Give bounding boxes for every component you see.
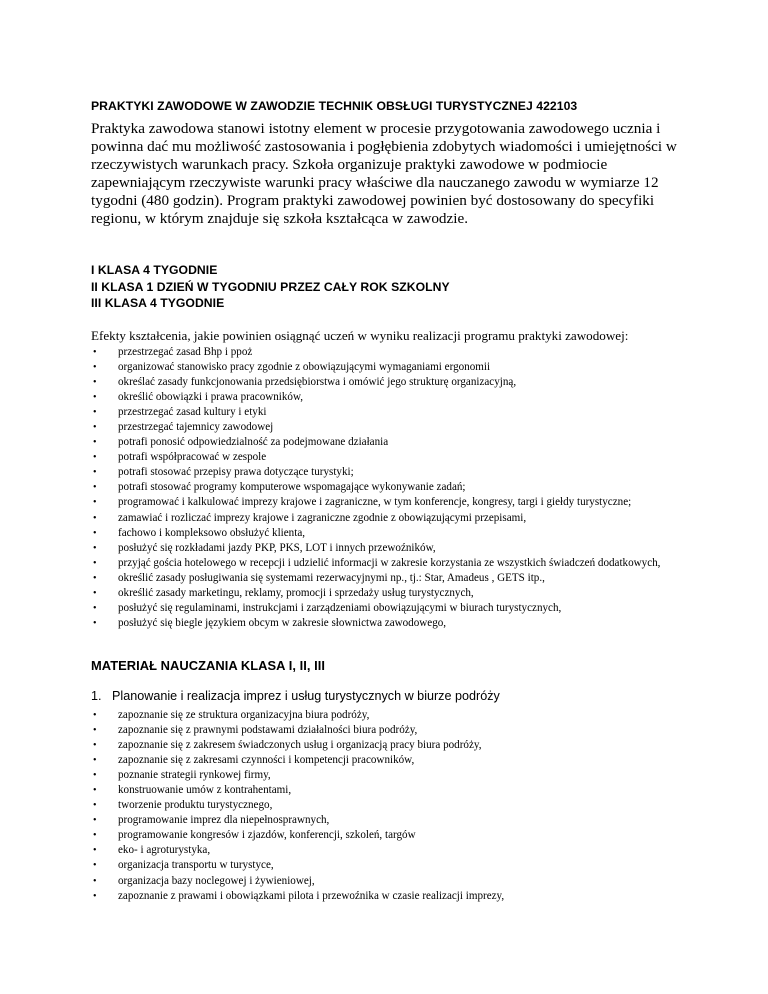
bullet-icon: • bbox=[93, 407, 97, 419]
bullet-icon: • bbox=[93, 800, 97, 812]
list-item: • organizacja transportu w turystyce, bbox=[118, 858, 678, 873]
intro-paragraph: Praktyka zawodowa stanowi istotny element w procesie przygotowania zawodowego ucznia i powinna dać mu możliwość zastosowania i pogłębienia zdobytych wiadomości i umiejętności w rzeczywistych warunkach pracy. Szkoła organizuje praktyki zawodowe w podmiocie zapewniającym rzeczywiste warunki pracy właściwe dla nauczanego zawodu w wymiarze 12 tygodni (480 godzin). Program praktyki zawodowej powinien być dostosowany do specyfiki regionu, w którym znajduje się szkoła kształcąca w zawodzie. bbox=[91, 120, 677, 228]
subsection-number: 1. bbox=[91, 689, 102, 703]
bullet-icon: • bbox=[93, 785, 97, 797]
list-item: • posłużyć się regulaminami, instrukcjami i zarządzeniami obowiązującymi w biurach turystycznych, bbox=[118, 601, 678, 616]
list-item: • posłużyć się rozkładami jazdy PKP, PKS, LOT i innych przewoźników, bbox=[118, 541, 678, 556]
section-heading: MATERIAŁ NAUCZANIA KLASA I, II, III bbox=[91, 658, 326, 673]
bullet-icon: • bbox=[93, 740, 97, 752]
subsection-heading bbox=[91, 689, 500, 703]
list-item: • zapoznanie się z zakresami czynności i kompetencji pracowników, bbox=[118, 753, 678, 768]
list-item: • przyjąć gościa hotelowego w recepcji i udzielić informacji w zakresie korzystania ze wszystkich świadczeń dodatkowych, bbox=[118, 556, 678, 571]
subsection-list bbox=[93, 708, 678, 904]
bullet-icon: • bbox=[93, 572, 97, 584]
bullet-icon: • bbox=[93, 890, 97, 902]
bullet-icon: • bbox=[93, 617, 97, 629]
bullet-icon: • bbox=[93, 770, 97, 782]
bullet-icon: • bbox=[93, 755, 97, 767]
subsection-title: Planowanie i realizacja imprez i usług turystycznych w biurze podróży bbox=[112, 689, 500, 703]
bullet-icon: • bbox=[93, 845, 97, 857]
bullet-icon: • bbox=[93, 362, 97, 374]
list-item: • konstruowanie umów z kontrahentami, bbox=[118, 783, 678, 798]
bullet-icon: • bbox=[93, 512, 97, 524]
list-item: • określić zasady posługiwania się systemami rezerwacyjnymi np., tj.: Star, Amadeus , GETS itp., bbox=[118, 571, 678, 586]
class-schedule bbox=[91, 262, 450, 312]
list-item: • fachowo i kompleksowo obsłużyć klienta, bbox=[118, 526, 678, 541]
bullet-icon: • bbox=[93, 467, 97, 479]
list-item: • potrafi stosować przepisy prawa dotyczące turystyki; bbox=[118, 465, 678, 480]
bullet-icon: • bbox=[93, 482, 97, 494]
list-item: • przestrzegać zasad Bhp i ppoż bbox=[118, 345, 678, 360]
list-item: • programowanie imprez dla niepełnosprawnych, bbox=[118, 813, 678, 828]
bullet-icon: • bbox=[93, 347, 97, 358]
bullet-icon: • bbox=[93, 527, 97, 539]
list-item: • określać zasady funkcjonowania przedsiębiorstwa i omówić jego strukturę organizacyjną, bbox=[118, 375, 678, 390]
list-item: • organizacja bazy noclegowej i żywieniowej, bbox=[118, 874, 678, 889]
list-item: • przestrzegać zasad kultury i etyki bbox=[118, 405, 678, 420]
schedule-line-2: II KLASA 1 DZIEŃ W TYGODNIU PRZEZ CAŁY ROK SZKOLNY bbox=[91, 279, 450, 294]
bullet-icon: • bbox=[93, 587, 97, 599]
list-item: • posłużyć się biegle językiem obcym w zakresie słownictwa zawodowego, bbox=[118, 616, 678, 631]
bullet-icon: • bbox=[93, 830, 97, 842]
schedule-line-1: I KLASA 4 TYGODNIE bbox=[91, 263, 218, 277]
list-item: • określić zasady marketingu, reklamy, promocji i sprzedaży usług turystycznych, bbox=[118, 586, 678, 601]
bullet-icon: • bbox=[93, 452, 97, 464]
bullet-icon: • bbox=[93, 602, 97, 614]
list-item: • zapoznanie się z prawnymi podstawami działalności biura podróży, bbox=[118, 723, 678, 738]
bullet-icon: • bbox=[93, 725, 97, 737]
bullet-icon: • bbox=[93, 815, 97, 827]
list-item: • zamawiać i rozliczać imprezy krajowe i zagraniczne zgodnie z obowiązującymi przepisami, bbox=[118, 511, 678, 526]
bullet-icon: • bbox=[93, 422, 97, 434]
bullet-icon: • bbox=[93, 542, 97, 554]
list-item: • programować i kalkulować imprezy krajowe i zagraniczne, w tym konferencje, kongresy, targi i giełdy turystyczne; bbox=[118, 495, 678, 510]
bullet-icon: • bbox=[93, 392, 97, 404]
list-item: • poznanie strategii rynkowej firmy, bbox=[118, 768, 678, 783]
list-item: • programowanie kongresów i zjazdów, konferencji, szkoleń, targów bbox=[118, 828, 678, 843]
bullet-icon: • bbox=[93, 710, 97, 721]
list-item: • potrafi współpracować w zespole bbox=[118, 450, 678, 465]
list-item: • przestrzegać tajemnicy zawodowej bbox=[118, 420, 678, 435]
bullet-icon: • bbox=[93, 377, 97, 389]
list-item: • zapoznanie się ze struktura organizacyjna biura podróży, bbox=[118, 708, 678, 723]
list-item: • potrafi ponosić odpowiedzialność za podejmowane działania bbox=[118, 435, 678, 450]
bullet-icon: • bbox=[93, 437, 97, 449]
list-item: • eko- i agroturystyka, bbox=[118, 843, 678, 858]
learning-outcomes-list bbox=[93, 345, 678, 631]
page-title: PRAKTYKI ZAWODOWE W ZAWODZIE TECHNIK OBSŁUGI TURYSTYCZNEJ 422103 bbox=[91, 99, 578, 113]
list-item: • potrafi stosować programy komputerowe wspomagające wykonywanie zadań; bbox=[118, 480, 678, 495]
list-item: • zapoznanie się z zakresem świadczonych usług i organizacją pracy biura podróży, bbox=[118, 738, 678, 753]
list-item: • zapoznanie z prawami i obowiązkami pilota i przewoźnika w czasie realizacji imprezy, bbox=[118, 889, 678, 904]
list-item: • tworzenie produktu turystycznego, bbox=[118, 798, 678, 813]
bullet-icon: • bbox=[93, 497, 97, 509]
bullet-icon: • bbox=[93, 875, 97, 887]
bullet-icon: • bbox=[93, 860, 97, 872]
list-item: • organizować stanowisko pracy zgodnie z obowiązującymi wymaganiami ergonomii bbox=[118, 360, 678, 375]
bullet-icon: • bbox=[93, 557, 97, 569]
schedule-line-3: III KLASA 4 TYGODNIE bbox=[91, 296, 225, 310]
learning-outcomes-intro: Efekty kształcenia, jakie powinien osiągnąć uczeń w wyniku realizacji programu praktyki zawodowej: bbox=[91, 328, 629, 343]
list-item: • określić obowiązki i prawa pracowników, bbox=[118, 390, 678, 405]
